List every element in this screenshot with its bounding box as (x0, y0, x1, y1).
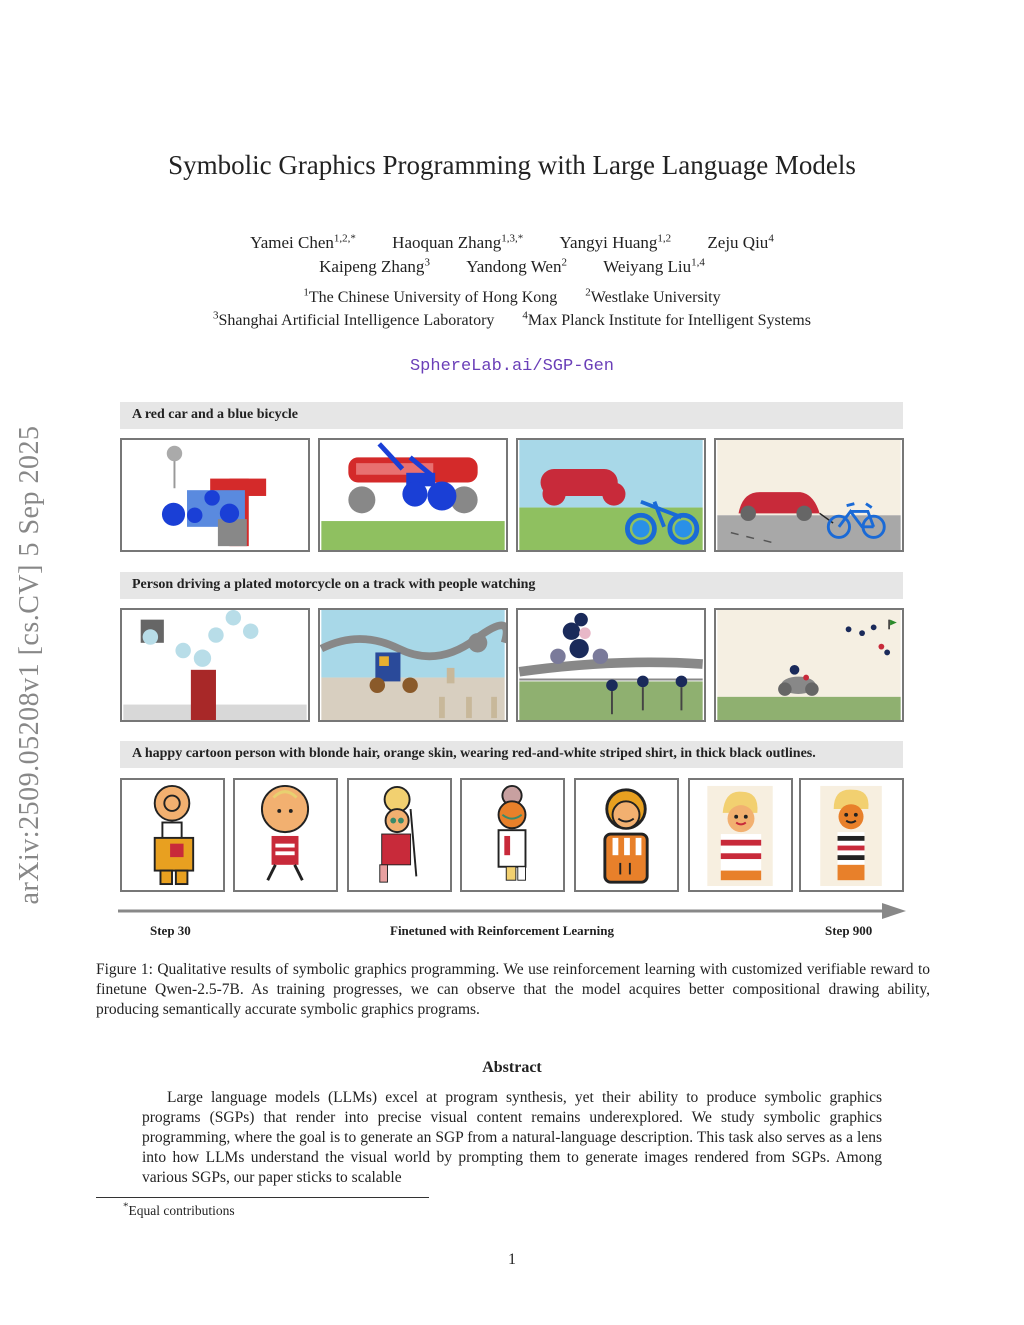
project-link[interactable]: SphereLab.ai/SGP-Gen (409, 357, 615, 376)
car-bicycle-step-4 (714, 438, 904, 552)
figure-row-1-prompt: A red car and a blue bicycle (120, 402, 903, 429)
page-number: 1 (508, 1251, 516, 1268)
cartoon-person-step-1 (120, 778, 225, 892)
affiliation: $^1$The Chinese University of Hong Kong (303, 286, 558, 306)
motorcycle-track-step-2 (318, 608, 508, 722)
arxiv-stamp-text: arXiv:2509.05208v1 [cs.CV] 5 Sep 2025 (14, 425, 45, 905)
abstract-heading: Abstract (482, 1059, 542, 1076)
training-progress-arrow (118, 902, 908, 920)
cartoon-person-step-5 (574, 778, 679, 892)
cartoon-person-step-2 (233, 778, 338, 892)
figure-caption: Figure 1: Qualitative results of symbolic graphics programming. We use reinforcement learning with customized verifiable reward to finetune Qwen-2.5-7B. As training progresses, we can observe that the model acquires better compositional drawing ability, producing semantically accurate symbolic graphics programs. (96, 961, 930, 1018)
author: Yandong Wen$^2$ (466, 256, 567, 276)
car-bicycle-step-1 (120, 438, 310, 552)
author: Haoquan Zhang$^{1,3,*}$ (392, 232, 524, 252)
paper-title: Symbolic Graphics Programming with Large Language Models (168, 150, 856, 180)
training-axis-label: Finetuned with Reinforcement Learning (390, 923, 614, 938)
author: Weiyang Liu$^{1,4}$ (603, 256, 705, 276)
footnote: *Equal contributions (123, 1200, 235, 1218)
motorcycle-track-step-4 (714, 608, 904, 722)
car-bicycle-step-3 (516, 438, 706, 552)
affiliation: $^2$Westlake University (585, 286, 721, 306)
figure-row-2-prompt: Person driving a plated motorcycle on a track with people watching (120, 572, 903, 599)
figure-row-3-prompt: A happy cartoon person with blonde hair, orange skin, wearing red-and-white striped shirt, in thick black outlines. (120, 741, 903, 768)
affiliation: $^4$Max Planck Institute for Intelligent Systems (522, 309, 811, 329)
affiliation: $^3$Shanghai Artificial Intelligence Laboratory (213, 309, 495, 329)
step-start-label: Step 30 (150, 923, 191, 938)
author: Kaipeng Zhang$^3$ (319, 256, 430, 276)
cartoon-person-step-4 (460, 778, 565, 892)
cartoon-person-step-3 (347, 778, 452, 892)
motorcycle-track-step-3 (516, 608, 706, 722)
author: Zeju Qiu$^4$ (707, 232, 774, 252)
abstract-body: Large language models (LLMs) excel at program synthesis, yet their ability to produce symbolic graphics programs (SGPs) that render into precise visual content remains underexplored. We study symbolic graphics programming, where the goal is to generate an SGP from a natural-language description. This task also serves as a lens into how LLMs understand the visual world by prompting them to generate images rendered from SGPs. Among various SGPs, our paper sticks to scalable (142, 1089, 882, 1186)
cartoon-person-step-6 (688, 778, 793, 892)
author: Yamei Chen$^{1,2,*}$ (250, 232, 356, 252)
cartoon-person-step-7 (799, 778, 904, 892)
footnote-rule (96, 1197, 429, 1198)
car-bicycle-step-2 (318, 438, 508, 552)
step-end-label: Step 900 (825, 923, 873, 938)
motorcycle-track-step-1 (120, 608, 310, 722)
author: Yangyi Huang$^{1,2}$ (559, 232, 672, 252)
